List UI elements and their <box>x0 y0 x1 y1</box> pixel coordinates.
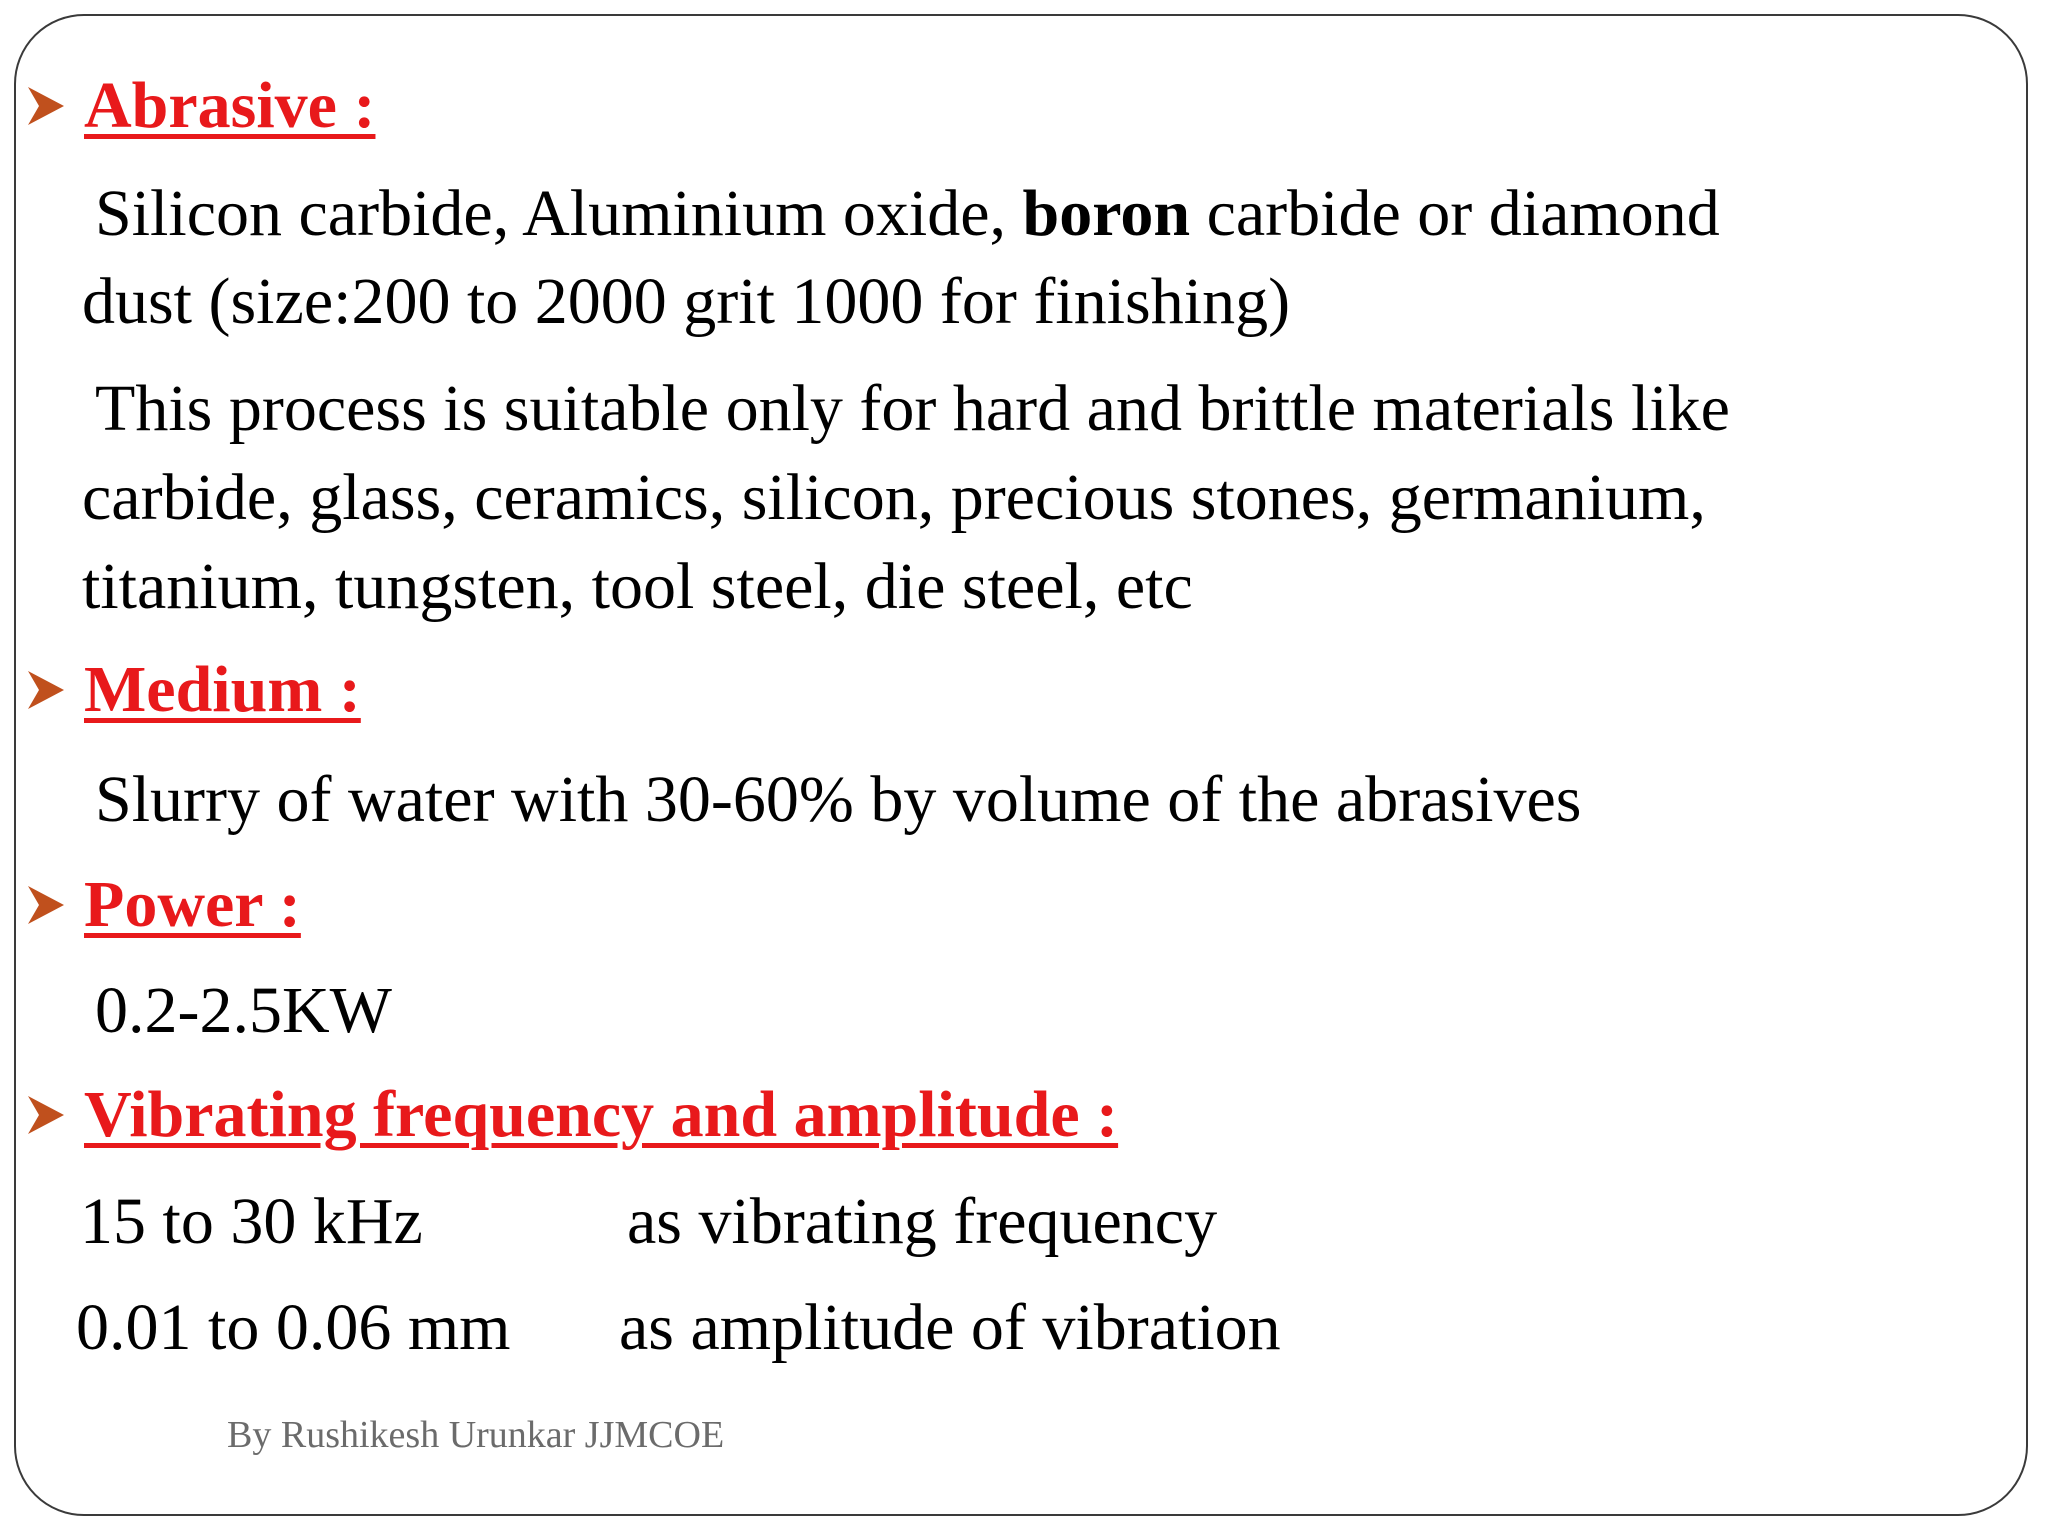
heading-vibration-text: Vibrating frequency and amplitude : <box>84 1078 1119 1151</box>
medium-text: Slurry of water with 30-60% by volume of the abrasives <box>95 763 1582 836</box>
abrasive-line-1 <box>95 170 1720 258</box>
heading-abrasive-text: Abrasive : <box>84 69 376 142</box>
heading-medium <box>26 652 361 728</box>
frequency-value: 15 to 30 kHz <box>80 1185 423 1258</box>
abrasive-line-2: dust (size:200 to 2000 grit 1000 for finishing) <box>82 265 1291 338</box>
amplitude-description: as amplitude of vibration <box>619 1291 1281 1364</box>
amplitude-value: 0.01 to 0.06 mm <box>76 1291 511 1364</box>
abrasive-para-line-1: This process is suitable only for hard and brittle materials like <box>95 372 1730 445</box>
heading-abrasive <box>26 68 375 144</box>
abrasive-line-1-end: carbide or diamond <box>1190 177 1720 250</box>
heading-vibration <box>26 1077 1118 1153</box>
heading-power <box>26 867 301 943</box>
abrasive-para-line-3: titanium, tungsten, tool steel, die steel, etc <box>82 550 1193 623</box>
abrasive-para-line-2: carbide, glass, ceramics, silicon, precious stones, germanium, <box>82 461 1706 534</box>
arrow-bullet-icon <box>26 1094 66 1136</box>
frequency-description: as vibrating frequency <box>627 1185 1218 1258</box>
heading-medium-text: Medium : <box>84 653 361 726</box>
abrasive-line-1-start: Silicon carbide, Aluminium oxide, <box>95 177 1023 250</box>
arrow-bullet-icon <box>26 884 66 926</box>
author-footer: By Rushikesh Urunkar JJMCOE <box>227 1414 725 1456</box>
abrasive-bold-word: boron <box>1022 177 1191 250</box>
arrow-bullet-icon <box>26 85 66 127</box>
power-text: 0.2-2.5KW <box>95 974 392 1047</box>
arrow-bullet-icon <box>26 669 66 711</box>
heading-power-text: Power : <box>84 868 301 941</box>
